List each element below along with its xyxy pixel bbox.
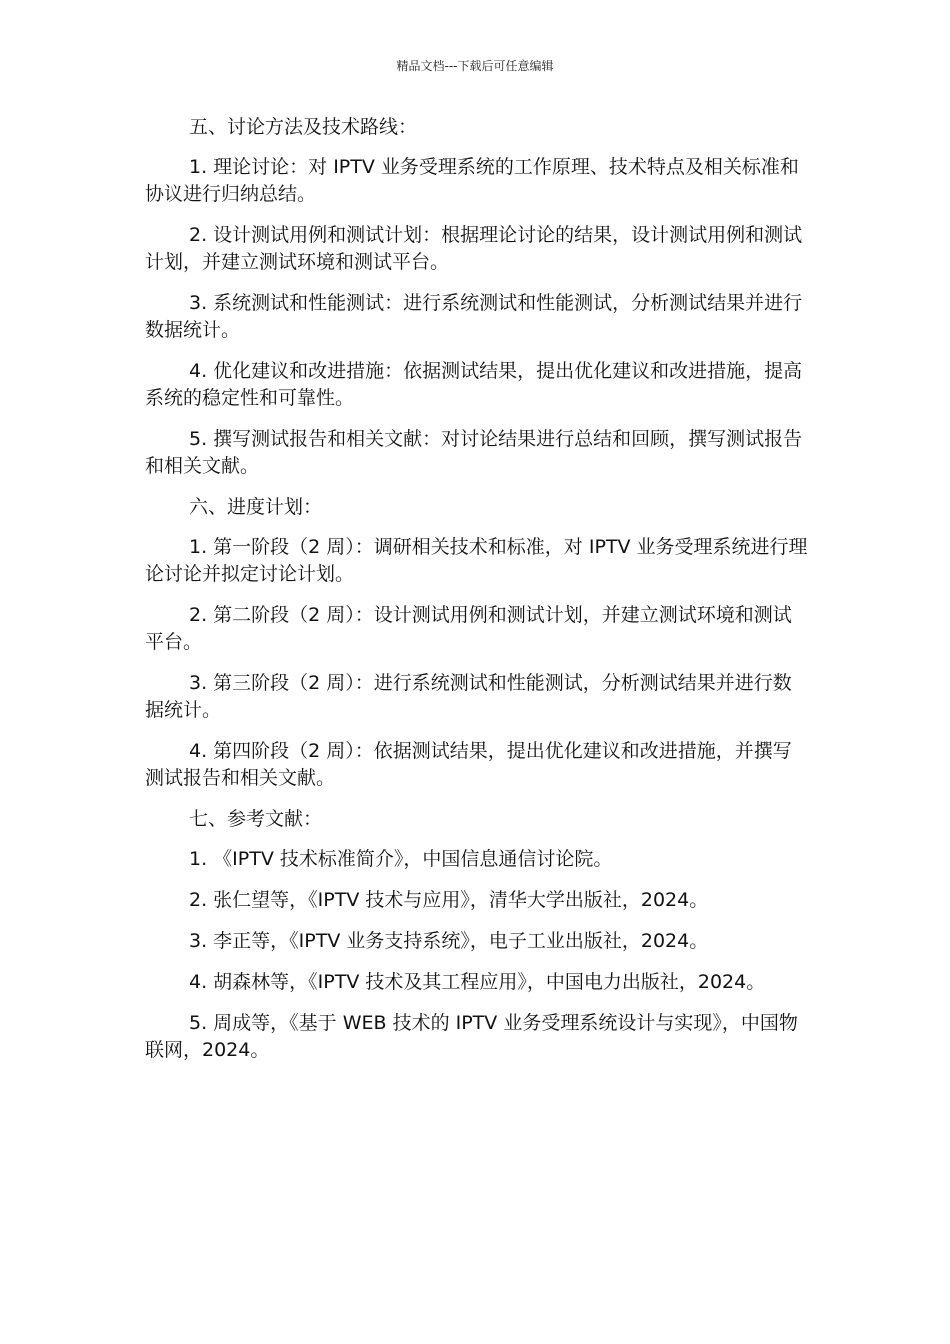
method-item-2: 2. 设计测试用例和测试计划：根据理论讨论的结果，设计测试用例和测试计划，并建立测试环境和测试平台。 (145, 224, 803, 273)
schedule-item-1: 1. 第一阶段（2 周）：调研相关技术和标准，对 IPTV 业务受理系统进行理论讨论并拟定讨论计划。 (145, 536, 808, 585)
page-header: 精品文档---下载后可任意编辑 (396, 59, 554, 73)
reference-item-2: 2. 张仁望等，《IPTV 技术与应用》，清华大学出版社，2024。 (189, 889, 709, 911)
section-title-references: 七、参考文献： (189, 808, 323, 830)
reference-item-3: 3. 李正等，《IPTV 业务支持系统》，电子工业出版社，2024。 (189, 930, 709, 952)
reference-item-1: 1. 《IPTV 技术标准简介》，中国信息通信讨论院。 (189, 848, 613, 870)
method-item-5: 5. 撰写测试报告和相关文献：对讨论结果进行总结和回顾，撰写测试报告和相关文献。 (145, 428, 803, 477)
method-item-3: 3. 系统测试和性能测试：进行系统测试和性能测试，分析测试结果并进行数据统计。 (145, 292, 803, 341)
schedule-item-3: 3. 第三阶段（2 周）：进行系统测试和性能测试，分析测试结果并进行数据统计。 (145, 672, 792, 721)
document-body (145, 114, 810, 1078)
section-title-method: 五、讨论方法及技术路线： (189, 116, 418, 138)
method-item-4: 4. 优化建议和改进措施：依据测试结果，提出优化建议和改进措施，提高系统的稳定性和可靠性。 (145, 360, 803, 409)
method-item-1: 1. 理论讨论：对 IPTV 业务受理系统的工作原理、技术特点及相关标准和协议进行归纳总结。 (145, 156, 799, 205)
section-title-schedule: 六、进度计划： (189, 496, 323, 518)
schedule-item-2: 2. 第二阶段（2 周）：设计测试用例和测试计划，并建立测试环境和测试平台。 (145, 604, 792, 653)
reference-item-5: 5. 周成等，《基于 WEB 技术的 IPTV 业务受理系统设计与实现》，中国物联网，2024。 (145, 1012, 798, 1061)
schedule-item-4: 4. 第四阶段（2 周）：依据测试结果，提出优化建议和改进措施，并撰写测试报告和相关文献。 (145, 740, 792, 789)
reference-item-4: 4. 胡森林等，《IPTV 技术及其工程应用》，中国电力出版社，2024。 (189, 971, 766, 993)
